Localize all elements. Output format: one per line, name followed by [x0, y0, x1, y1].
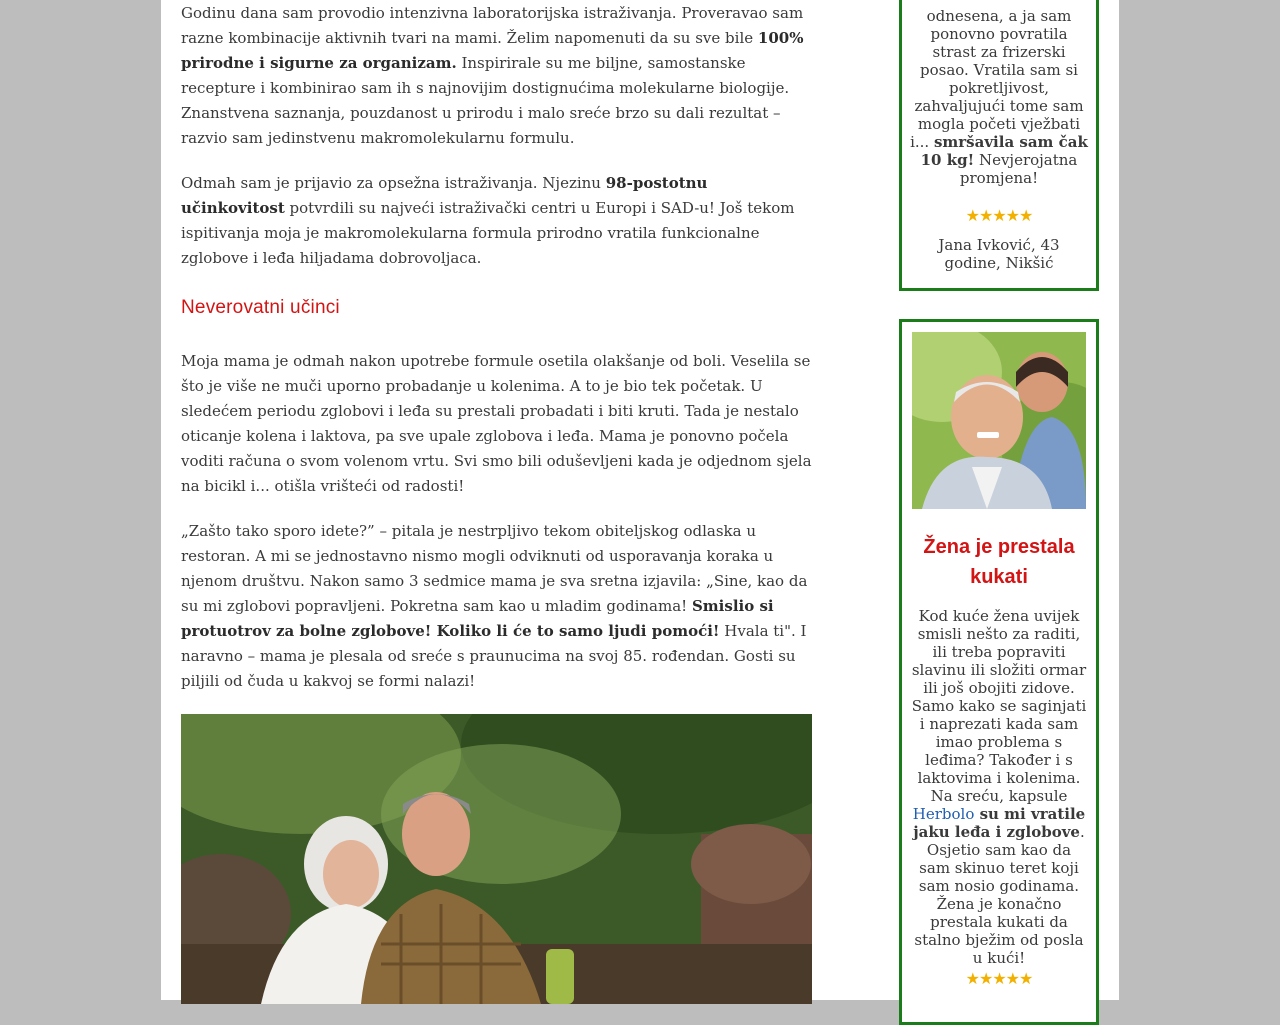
page	[161, 0, 1119, 1000]
article-paragraph-3: Moja mama je odmah nakon upotrebe formule osetila olakšanje od boli. Veselila se što je više ne muči uporno probadanje u kolenima. A to je bio tek početak. U sledećem periodu zglobovi i leđa su prestali probadati i biti kruti. Tada je nestalo oticanje kolena i laktova, pa sve upale zglobova i leđa. Mama je ponovno počela voditi računa o svom volenom vrtu. Svi smo bili oduševljeni kada je odjednom sjela na bicikl i... otišla vrišteći od radosti!	[181, 352, 812, 495]
article-paragraph-1: Godinu dana sam provodio intenzivna laboratorijska istraživanja. Proveravao sam razne kombinacije aktivnih tvari na mami. Želim napomenuti da su sve bile 100% prirodne i sigurne za organizam. Inspirirale su me biljne, samostanske recepture i kombinirao sam ih s najnovijim dostignućima molekularne biologije. Znanstvena saznanja, pouzdanost u prirodu i malo sreće brzo su dali rezultat – razvio sam jedinstvenu makromolekularnu formulu.	[181, 4, 804, 147]
review-box-2	[899, 319, 1099, 1025]
article-paragraph-2: Odmah sam je prijavio za opsežna istraživanja. Njezinu 98-postotnu učinkovitost potvrdili su najveći istraživački centri u Europi i SAD-u! Još tekom ispitivanja moja je makromolekularna formula prirodno vratila funkcionalne zglobove i leđa hiljadama dobrovoljaca.	[181, 174, 795, 267]
review-2-title: Žena je prestala kukati	[923, 536, 1075, 588]
article-paragraph-4: „Zašto tako sporo idete?” – pitala je nestrpljivo tekom obiteljskog odlaska u restoran. A mi se jednostavno nismo mogli odviknuti od usporavanja koraka u njenom društvu. Nakon samo 3 sedmice mama je sva sretna izjavila: „Sine, kao da su mi zglobovi popravljeni. Pokretna sam kao u mladim godinama! Smislio si protuotrov za bolne zglobove! Koliko li će to samo ljudi pomoći! Hvala ti". I naravno – mama je plesala od sreće s praunucima na svoj 85. rođendan. Gosti su piljili od čuda u kakvoj se formi nalazi!	[181, 522, 808, 690]
review-1-author: Jana Ivković, 43 godine, Nikšić	[938, 236, 1060, 272]
review-2-photo	[912, 332, 1086, 509]
photo-illustration	[181, 714, 812, 1004]
article-photo-elderly-couple	[181, 714, 812, 1004]
rating-stars-icon: ★★★★★	[965, 206, 1033, 225]
rating-stars-icon: ★★★★★	[965, 969, 1033, 988]
review-box-1	[899, 0, 1099, 291]
herbolo-link[interactable]: Herbolo	[912, 805, 975, 823]
section-heading: Neverovatni učinci	[181, 297, 340, 318]
senior-couple-photo	[912, 332, 1086, 509]
review-2-text: Kod kuće žena uvijek smisli nešto za raditi, ili treba popraviti slavinu ili složiti ormar ili još obojiti zidove. Samo kako se saginjati i naprezati kada sam imao problema s leđima? Također i s laktovima i kolenima. Na sreću, kapsule Herbolo su mi vratile jaku leđa i zglobove. Osjetio sam kao da sam skinuo teret koji sam nosio godinama. Žena je konačno prestala kukati da stalno bježim od posla u kući!	[911, 607, 1087, 967]
review-1-text: odnesena, a ja sam ponovno povratila strast za frizerski posao. Vratila sam si pokretljivost, zahvaljujući tome sam mogla početi vježbati i... smršavila sam čak 10 kg! Nevjerojatna promjena!	[910, 7, 1088, 187]
